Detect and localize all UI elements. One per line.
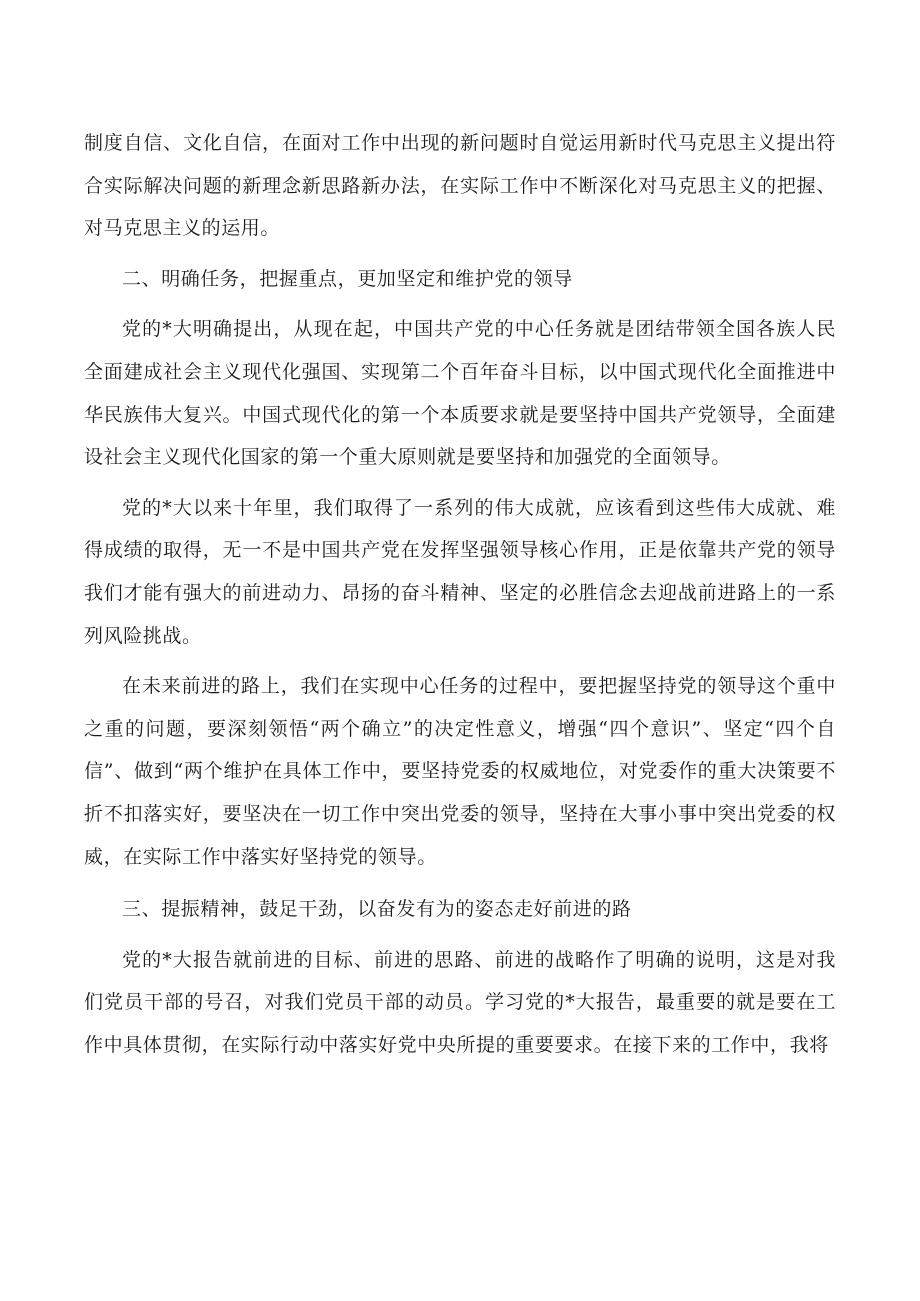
spacer <box>84 931 836 939</box>
spacer <box>84 878 836 888</box>
paragraph-continuation: 制度自信、文化自信，在面对工作中出现的新问题时自觉运用新时代马克思主义提出符合实际解决问题的新理念新思路新办法，在实际工作中不断深化对马克思主义的把握、对马克思主义的运用。 <box>84 132 836 240</box>
spacer <box>84 250 836 258</box>
spacer <box>84 300 836 308</box>
spacer <box>84 657 836 665</box>
paragraph-2-3: 在未来前进的路上，我们在实现中心任务的过程中，要把握坚持党的领导这个重中之重的问题，要深刻领悟“两个确立”的决定性意义，增强“四个意识”、坚定“四个自信”、做到“两个维护在具体工作中，要坚持党委的权威地位，对党委作的重大决策要不折不扣落实好，要坚决在一切工作中突出党委的领导，坚持在大事小事中突出党委的权威，在实际工作中落实好坚持党的领导。 <box>84 675 836 868</box>
section-heading-3: 三、提振精神，鼓足干劲，以奋发有为的姿态走好前进的路 <box>122 898 632 921</box>
spacer <box>84 479 836 487</box>
document-body <box>84 122 836 1066</box>
paragraph-3-1: 党的*大报告就前进的目标、前进的思路、前进的战略作了明确的说明，这是对我们党员干部的号召，对我们党员干部的动员。学习党的*大报告，最重要的就是要在工作中具体贯彻，在实际行动中落实好党中央所提的重要要求。在接下来的工作中，我将 <box>84 948 836 1056</box>
section-heading-2: 二、明确任务，把握重点，更加坚定和维护党的领导 <box>122 267 573 290</box>
paragraph-2-2: 党的*大以来十年里，我们取得了一系列的伟大成就，应该看到这些伟大成就、难得成绩的取得，无一不是中国共产党在发挥坚强领导核心作用，正是依靠共产党的领导我们才能有强大的前进动力、昂扬的奋斗精神、坚定的必胜信念去迎战前进路上的一系列风险挑战。 <box>84 496 836 647</box>
paragraph-2-1: 党的*大明确提出，从现在起，中国共产党的中心任务就是团结带领全国各族人民全面建成社会主义现代化强国、实现第二个百年奋斗目标，以中国式现代化全面推进中华民族伟大复兴。中国式现代化的第一个本质要求就是要坚持中国共产党领导，全面建设社会主义现代化国家的第一个重大原则就是要坚持和加强党的全面领导。 <box>84 318 836 469</box>
